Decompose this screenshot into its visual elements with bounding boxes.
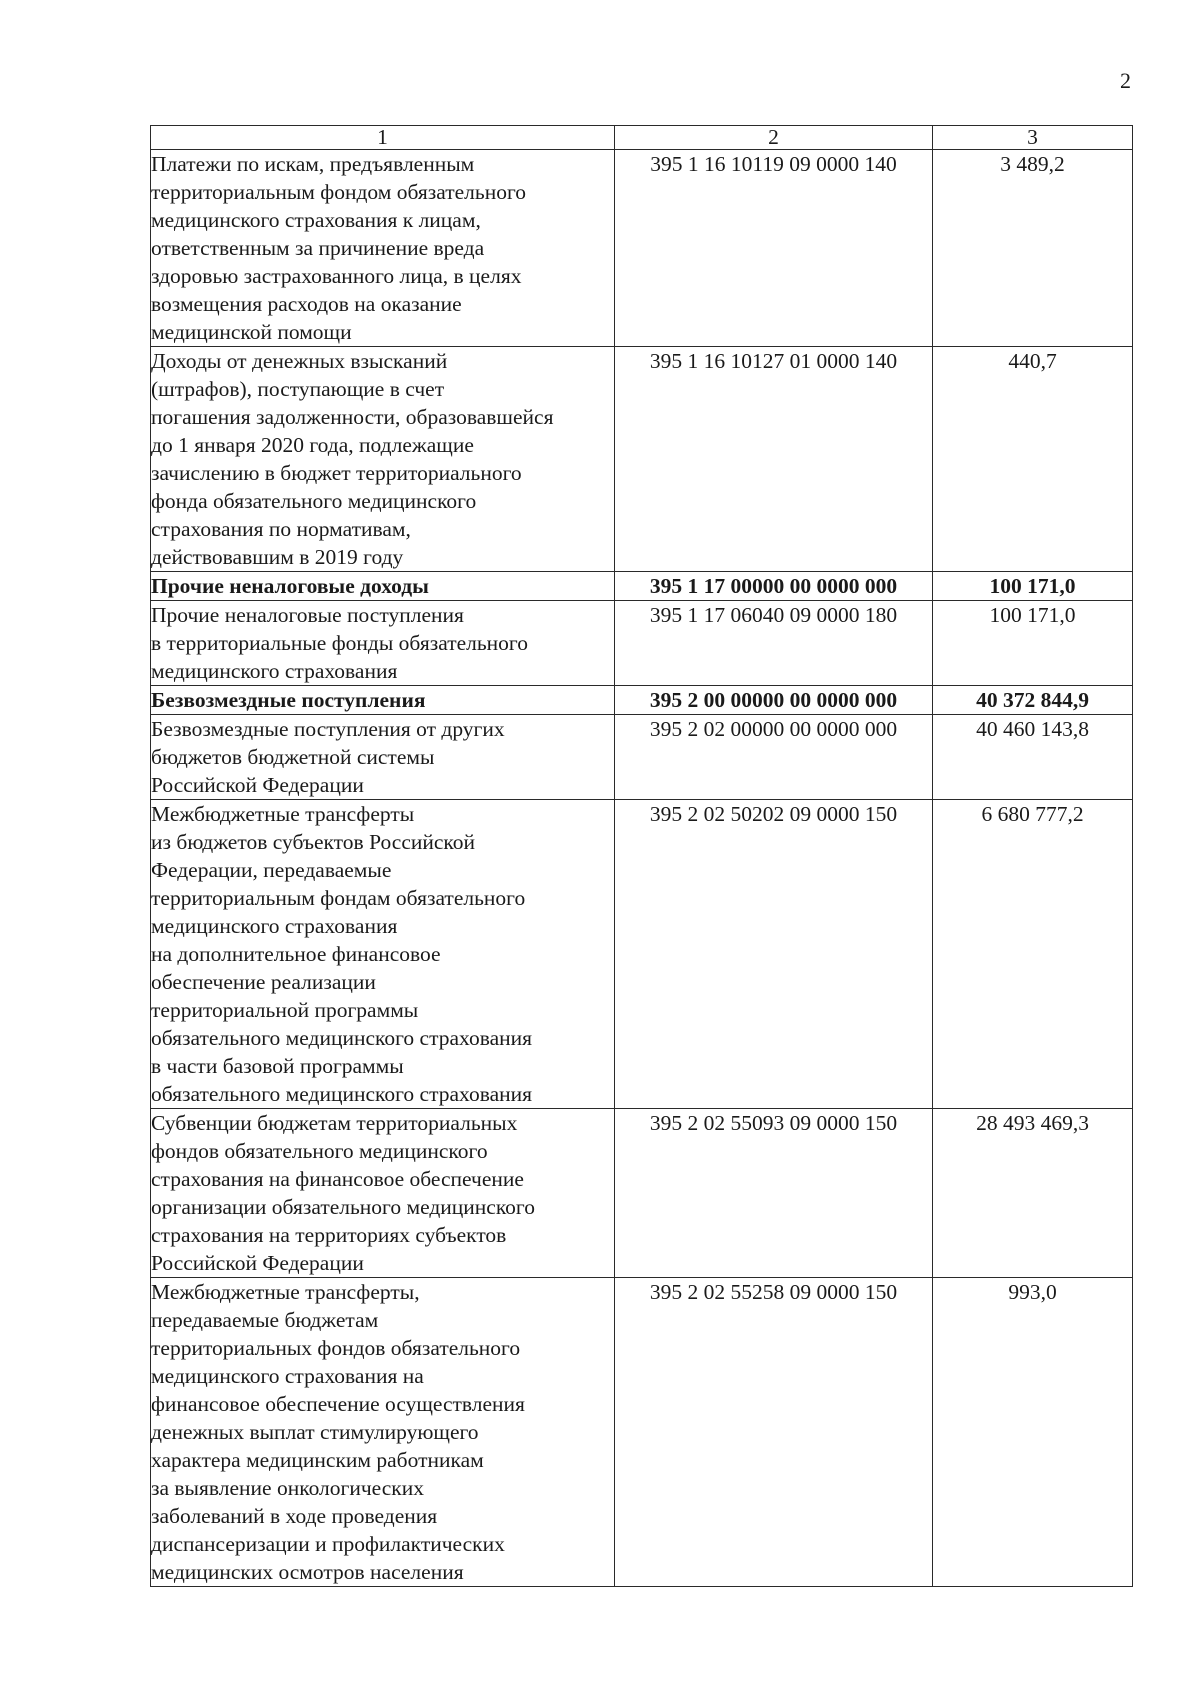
revenue-name-line: погашения задолженности, образовавшейся [151, 405, 554, 429]
revenue-name-line: в территориальные фонды обязательного [151, 631, 528, 655]
revenue-name-line: здоровью застрахованного лица, в целях [151, 264, 522, 288]
revenue-name-line: обязательного медицинского страхования [151, 1082, 533, 1106]
amount-cell: 3 489,2 [933, 150, 1133, 347]
revenue-name-line: территориальной программы [151, 998, 419, 1022]
table-row [151, 1109, 1133, 1278]
revenue-name-line: Российской Федерации [151, 773, 364, 797]
revenue-name-cell [151, 347, 615, 572]
column-header-3: 3 [933, 126, 1133, 150]
revenue-name-line: медицинского страхования [151, 659, 398, 683]
amount-cell: 100 171,0 [933, 601, 1133, 686]
revenue-name-line: фондов обязательного медицинского [151, 1139, 488, 1163]
table-body [151, 150, 1133, 1587]
revenue-name-line: характера медицинским работникам [151, 1448, 484, 1472]
revenue-name-line: Российской Федерации [151, 1251, 364, 1275]
revenue-name-line: Федерации, передаваемые [151, 858, 392, 882]
revenue-name-line: Межбюджетные трансферты [151, 802, 415, 826]
revenue-name-line: территориальных фондов обязательного [151, 1336, 521, 1360]
revenue-name-line: до 1 января 2020 года, подлежащие [151, 433, 474, 457]
amount-cell: 40 460 143,8 [933, 715, 1133, 800]
table-row [151, 1278, 1133, 1587]
revenue-name-line: организации обязательного медицинского [151, 1195, 535, 1219]
revenue-name-line: обеспечение реализации [151, 970, 376, 994]
column-header-2: 2 [615, 126, 933, 150]
table-row [151, 686, 1133, 715]
amount-cell: 100 171,0 [933, 572, 1133, 601]
revenue-name-line: финансовое обеспечение осуществления [151, 1392, 525, 1416]
revenue-name-line: медицинского страхования к лицам, [151, 208, 481, 232]
revenue-name-line: из бюджетов субъектов Российской [151, 830, 476, 854]
budget-code-cell: 395 2 02 00000 00 0000 000 [615, 715, 933, 800]
table-row [151, 715, 1133, 800]
revenue-name-line: страхования по нормативам, [151, 517, 411, 541]
revenue-name-line: страхования на финансовое обеспечение [151, 1167, 524, 1191]
budget-code-cell: 395 2 02 55258 09 0000 150 [615, 1278, 933, 1587]
revenue-name-line: на дополнительное финансовое [151, 942, 441, 966]
revenue-name-line: заболеваний в ходе проведения [151, 1504, 438, 1528]
amount-cell: 440,7 [933, 347, 1133, 572]
revenue-name-line: Безвозмездные поступления от других [151, 717, 505, 741]
budget-code-cell: 395 1 17 06040 09 0000 180 [615, 601, 933, 686]
table-row [151, 347, 1133, 572]
revenue-name-line: денежных выплат стимулирующего [151, 1420, 479, 1444]
revenue-name-line: диспансеризации и профилактических [151, 1532, 505, 1556]
revenue-name-line: (штрафов), поступающие в счет [151, 377, 445, 401]
revenue-name-line: передаваемые бюджетам [151, 1308, 379, 1332]
revenue-name-cell [151, 1278, 615, 1587]
revenue-name-line: обязательного медицинского страхования [151, 1026, 533, 1050]
table-header-row [151, 126, 1133, 150]
amount-cell: 40 372 844,9 [933, 686, 1133, 715]
budget-code-cell: 395 2 00 00000 00 0000 000 [615, 686, 933, 715]
revenue-name-line: действовавшим в 2019 году [151, 545, 404, 569]
revenue-name-line: зачислению в бюджет территориального [151, 461, 522, 485]
revenue-name-line: медицинского страхования на [151, 1364, 424, 1388]
page-number: 2 [1120, 68, 1131, 93]
revenue-name-cell [151, 572, 615, 601]
revenue-name-line: бюджетов бюджетной системы [151, 745, 435, 769]
revenue-name-cell [151, 686, 615, 715]
revenue-name-line: территориальным фондам обязательного [151, 886, 526, 910]
revenue-name-line: Прочие неналоговые поступления [151, 603, 464, 627]
budget-code-cell: 395 2 02 55093 09 0000 150 [615, 1109, 933, 1278]
revenue-name-line: Безвозмездные поступления [151, 688, 426, 712]
table-row [151, 150, 1133, 347]
budget-code-cell: 395 1 17 00000 00 0000 000 [615, 572, 933, 601]
revenue-name-line: Платежи по искам, предъявленным [151, 152, 475, 176]
revenue-name-cell [151, 800, 615, 1109]
revenue-name-cell [151, 150, 615, 347]
revenue-name-line: страхования на территориях субъектов [151, 1223, 507, 1247]
revenue-name-line: территориальным фондом обязательного [151, 180, 526, 204]
budget-code-cell: 395 2 02 50202 09 0000 150 [615, 800, 933, 1109]
revenue-name-line: медицинских осмотров населения [151, 1560, 464, 1584]
revenue-name-line: медицинского страхования [151, 914, 398, 938]
table-row [151, 601, 1133, 686]
budget-revenue-table [150, 125, 1133, 1587]
revenue-name-cell [151, 601, 615, 686]
amount-cell: 993,0 [933, 1278, 1133, 1587]
table-row [151, 800, 1133, 1109]
table-row [151, 572, 1133, 601]
revenue-name-line: фонда обязательного медицинского [151, 489, 477, 513]
revenue-name-line: медицинской помощи [151, 320, 352, 344]
revenue-name-line: Доходы от денежных взысканий [151, 349, 448, 373]
revenue-name-line: возмещения расходов на оказание [151, 292, 462, 316]
budget-code-cell: 395 1 16 10119 09 0000 140 [615, 150, 933, 347]
revenue-name-line: Межбюджетные трансферты, [151, 1280, 420, 1304]
revenue-name-line: ответственным за причинение вреда [151, 236, 485, 260]
revenue-name-line: Субвенции бюджетам территориальных [151, 1111, 518, 1135]
revenue-name-line: Прочие неналоговые доходы [151, 574, 429, 598]
revenue-name-cell [151, 1109, 615, 1278]
budget-code-cell: 395 1 16 10127 01 0000 140 [615, 347, 933, 572]
revenue-name-line: за выявление онкологических [151, 1476, 424, 1500]
revenue-name-line: в части базовой программы [151, 1054, 404, 1078]
column-header-1: 1 [151, 126, 615, 150]
revenue-name-cell [151, 715, 615, 800]
amount-cell: 6 680 777,2 [933, 800, 1133, 1109]
amount-cell: 28 493 469,3 [933, 1109, 1133, 1278]
